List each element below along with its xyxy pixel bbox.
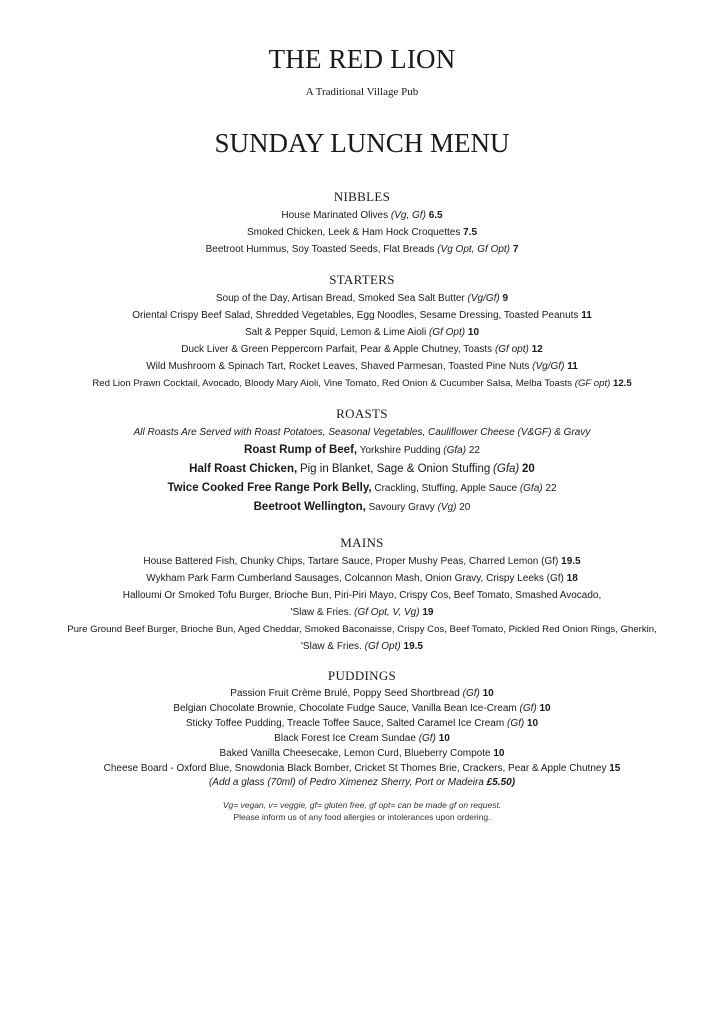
menu-item: Wild Mushroom & Spinach Tart, Rocket Leaves, Shaved Parmesan, Toasted Pine Nuts (Vg/Gf) 11 [146, 361, 578, 372]
dietary-key: Vg= vegan, v= veggie, gf= gluten free, gf opt= can be made gf on request. [222, 800, 502, 810]
puddings-section [0, 668, 724, 790]
menu-item: Black Forest Ice Cream Sundae (Gf) 10 [274, 733, 450, 744]
roasts-note: All Roasts Are Served with Roast Potatoes, Seasonal Vegetables, Cauliflower Cheese (V&GF) & Gravy [133, 427, 591, 438]
menu-item: Smoked Chicken, Leek & Ham Hock Croquettes 7.5 [246, 227, 478, 238]
menu-item: Duck Liver & Green Peppercorn Parfait, Pear & Apple Chutney, Toasts (Gf opt) 12 [181, 344, 543, 355]
menu-item: Belgian Chocolate Brownie, Chocolate Fudge Sauce, Vanilla Bean Ice-Cream (Gf) 10 [173, 703, 551, 714]
addon-note: (Add a glass (70ml) of Pedro Ximenez Sherry, Port or Madeira £5.50) [208, 777, 516, 788]
pub-subtitle: A Traditional Village Pub [305, 86, 419, 98]
menu-item: Salt & Pepper Squid, Lemon & Lime Aioli (Gf Opt) 10 [244, 327, 480, 338]
menu-item: Red Lion Prawn Cocktail, Avocado, Bloody Mary Aioli, Vine Tomato, Red Onion & Cucumber Salsa, Melba Toasts (GF opt) 12.5 [92, 378, 632, 389]
menu-item: House Marinated Olives (Vg, Gf) 6.5 [281, 210, 443, 221]
section-heading-starters: STARTERS [329, 272, 395, 287]
menu-item-continued: 'Slaw & Fries. (Gf Opt, V, Vg) 19 [290, 607, 434, 618]
section-heading-roasts: ROASTS [336, 406, 388, 421]
menu-item: Cheese Board - Oxford Blue, Snowdonia Black Bomber, Cricket St Thomes Brie, Crackers, Pear & Apple Chutney 15 [103, 763, 621, 774]
nibbles-section [0, 189, 724, 258]
menu-item: Twice Cooked Free Range Pork Belly, Crackling, Stuffing, Apple Sauce (Gfa) 22 [167, 482, 557, 494]
menu-item: Beetroot Hummus, Soy Toasted Seeds, Flat Breads (Vg Opt, Gf Opt) 7 [205, 244, 519, 255]
allergy-notice: Please inform us of any food allergies or intolerances upon ordering. [233, 812, 491, 822]
menu-item: Roast Rump of Beef, Yorkshire Pudding (Gfa) 22 [244, 444, 480, 456]
pub-name: THE RED LION [268, 44, 456, 74]
menu-item: Sticky Toffee Pudding, Treacle Toffee Sauce, Salted Caramel Ice Cream (Gf) 10 [185, 718, 539, 729]
menu-item: Beetroot Wellington, Savoury Gravy (Vg) 20 [253, 501, 471, 513]
menu-item: Baked Vanilla Cheesecake, Lemon Curd, Blueberry Compote 10 [219, 748, 505, 759]
footer [0, 799, 724, 823]
menu-item: House Battered Fish, Chunky Chips, Tartare Sauce, Proper Mushy Peas, Charred Lemon (Gf) 19.5 [143, 556, 581, 567]
mains-section [0, 535, 724, 655]
menu-item: Halloumi Or Smoked Tofu Burger, Brioche Bun, Piri-Piri Mayo, Crispy Cos, Beef Tomato, Smashed Avocado, [122, 590, 602, 601]
starters-section [0, 272, 724, 392]
section-heading-puddings: PUDDINGS [327, 668, 397, 683]
menu-item: Oriental Crispy Beef Salad, Shredded Vegetables, Egg Noodles, Sesame Dressing, Toasted Peanuts 11 [132, 310, 592, 321]
menu-item: Passion Fruit Crème Brulé, Poppy Seed Shortbread (Gf) 10 [230, 688, 494, 699]
section-heading-mains: MAINS [340, 535, 384, 550]
menu-item: Pure Ground Beef Burger, Brioche Bun, Aged Cheddar, Smoked Baconaisse, Crispy Cos, Beef Tomato, Pickled Red Onion Rings, Gherkin, [67, 624, 657, 635]
menu-item: Half Roast Chicken, Pig in Blanket, Sage & Onion Stuffing (Gfa) 20 [189, 463, 535, 475]
menu-item: Wykham Park Farm Cumberland Sausages, Colcannon Mash, Onion Gravy, Crispy Leeks (Gf) 18 [146, 573, 578, 584]
section-heading-nibbles: NIBBLES [333, 189, 391, 204]
menu-item-continued: 'Slaw & Fries. (Gf Opt) 19.5 [301, 641, 423, 652]
roasts-section [0, 406, 724, 517]
menu-item: Soup of the Day, Artisan Bread, Smoked Sea Salt Butter (Vg/Gf) 9 [215, 293, 509, 304]
menu-title: SUNDAY LUNCH MENU [214, 128, 510, 158]
